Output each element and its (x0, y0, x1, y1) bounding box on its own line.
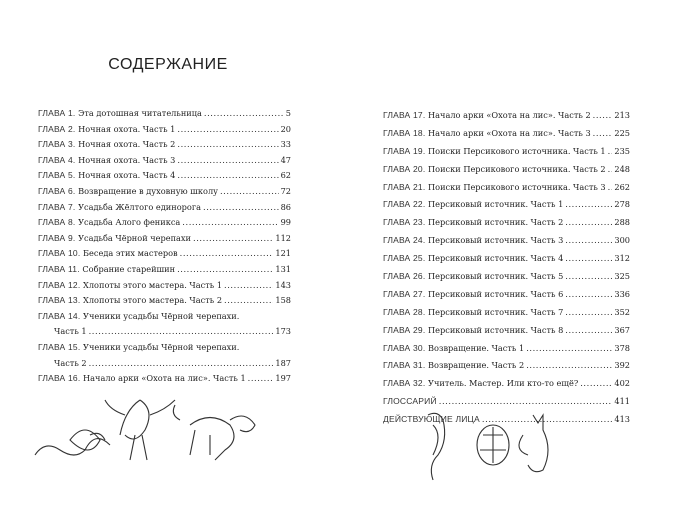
chapter-number: ГЛАВА 28. (383, 306, 426, 317)
chapter-number: ГЛАВА 12. (38, 279, 81, 290)
page-number: 197 (275, 373, 291, 384)
dot-leader (565, 232, 612, 250)
chapter-title: Ученики усадьбы Чёрной черепахи. (83, 341, 240, 352)
chapter-title: Хлопоты этого мастера. Часть 1 (83, 279, 223, 290)
dot-leader (565, 286, 612, 304)
chapter-title: Возвращение. Часть 2 (428, 360, 525, 371)
dot-leader (204, 106, 284, 122)
chapter-title: Ночная охота. Часть 3 (78, 154, 176, 165)
toc-entry (383, 268, 630, 286)
page-number: 312 (614, 253, 630, 264)
toc-entry (383, 340, 630, 358)
entry-title (383, 143, 606, 161)
page-number: 86 (280, 201, 291, 212)
dot-leader (248, 371, 274, 387)
page-number: 99 (280, 217, 291, 228)
page-title: СОДЕРЖАНИЕ (108, 56, 228, 73)
entry-title (38, 246, 178, 262)
entry-title (383, 125, 591, 143)
page-number: 112 (275, 232, 291, 243)
entry-title (383, 340, 524, 358)
chapter-number: ГЛАВА 3. (38, 139, 76, 150)
entry-title (38, 122, 175, 138)
page-number: 33 (280, 139, 291, 150)
dragon-phoenix-turtle-illustration (30, 395, 290, 475)
toc-entry (383, 375, 630, 393)
entry-title (383, 286, 563, 304)
page-number: 278 (614, 199, 630, 210)
entry-title (38, 278, 222, 294)
entry-title (38, 371, 246, 387)
chapter-title: Возвращение. Часть 1 (428, 342, 525, 353)
dot-leader (182, 215, 278, 231)
dot-leader (193, 231, 273, 247)
chapter-title: Поиски Персикового источника. Часть 1 (428, 145, 606, 156)
chapter-title: Ученики усадьбы Чёрной черепахи. (83, 310, 240, 321)
toc-entry (383, 161, 630, 179)
page-number: 411 (614, 396, 630, 407)
dot-leader (593, 125, 613, 143)
toc-entry (383, 357, 630, 375)
chapter-number: ГЛАВА 10. (38, 248, 81, 259)
toc-entry (383, 143, 630, 161)
chapter-title: Персиковый источник. Часть 2 (428, 217, 564, 228)
chapter-title: Персиковый источник. Часть 1 (428, 199, 564, 210)
entry-title (38, 184, 218, 200)
entry-title: Часть 1 (54, 326, 87, 337)
dot-leader (220, 184, 279, 200)
dot-leader (593, 107, 613, 125)
dot-leader (177, 153, 278, 169)
dot-leader (526, 340, 612, 358)
chapter-number: ГЛАВА 9. (38, 232, 76, 243)
page-number: 20 (280, 123, 291, 134)
chapter-title: Персиковый источник. Часть 4 (428, 253, 564, 264)
entry-title (38, 231, 191, 247)
entry-title (38, 293, 222, 309)
page-number: 402 (614, 378, 630, 389)
chapter-number: ГЛАВА 8. (38, 217, 76, 228)
toc-entry (38, 200, 291, 216)
entry-title (38, 200, 201, 216)
page-number: 225 (614, 127, 630, 138)
chapter-title: Персиковый источник. Часть 3 (428, 235, 564, 246)
entry-title (38, 340, 239, 356)
chapter-title: Поиски Персикового источника. Часть 3 (428, 181, 606, 192)
phoenix-icon (105, 400, 175, 460)
chapter-number: ГЛАВА 26. (383, 271, 426, 282)
toc-entry (383, 125, 630, 143)
toc-entry (38, 122, 291, 138)
chapter-number: ГЛАВА 22. (383, 199, 426, 210)
dot-leader (224, 293, 273, 309)
toc-entry (383, 107, 630, 125)
chapter-number: ГЛАВА 32. (383, 378, 426, 389)
toc-entry (38, 231, 291, 247)
chapter-title: Учитель. Мастер. Или кто-то ещё? (428, 378, 579, 389)
page-number: 367 (614, 324, 630, 335)
dot-leader (565, 196, 612, 214)
entry-title (383, 304, 563, 322)
chapter-title: Эта дотошная читательница (78, 108, 202, 118)
tiger-turtle-fox-illustration (418, 405, 568, 485)
toc-entry (383, 196, 630, 214)
toc-right-column (383, 107, 630, 429)
page-number: 213 (614, 110, 630, 120)
chapter-title: Поиски Персикового источника. Часть 2 (428, 163, 606, 174)
dot-leader (203, 200, 279, 216)
entry-title (383, 375, 578, 393)
dot-leader (89, 356, 274, 372)
chapter-number: ГЛАВА 30. (383, 342, 426, 353)
dot-leader (177, 122, 278, 138)
page-number: 143 (275, 279, 291, 290)
toc-entry (38, 324, 291, 340)
entry-title (38, 153, 175, 169)
toc-entry (38, 168, 291, 184)
chapter-title: Персиковый источник. Часть 8 (428, 324, 564, 335)
entry-title (38, 309, 239, 325)
entry-title (38, 106, 202, 122)
toc-entry (38, 309, 291, 325)
page-number: 187 (275, 357, 291, 368)
toc-entry (38, 293, 291, 309)
chapter-number: ГЛАВА 14. (38, 310, 81, 321)
fox-icon (519, 415, 548, 472)
entry-title (38, 137, 175, 153)
chapter-number: ГЛАВА 11. (38, 263, 80, 274)
entry-title (38, 215, 180, 231)
chapter-number: ГЛАВА 27. (383, 288, 426, 299)
entry-title (38, 168, 175, 184)
page-number: 72 (280, 185, 291, 196)
chapter-number: ГЛАВА 5. (38, 170, 76, 181)
chapter-number: ГЛАВА 18. (383, 127, 426, 138)
dot-leader (177, 262, 273, 278)
page-number: 352 (614, 306, 630, 317)
chapter-number: ГЛАВА 24. (383, 235, 426, 246)
chapter-number: ГЛАВА 4. (38, 154, 76, 165)
chapter-number: ГЛАВА 29. (383, 324, 426, 335)
chapter-title: Хлопоты этого мастера. Часть 2 (83, 295, 223, 306)
page-number: 248 (614, 163, 630, 174)
entry-title (383, 250, 563, 268)
toc-entry (383, 232, 630, 250)
chapter-number: ГЛАВА 21. (383, 181, 426, 192)
chapter-number: ГЛАВА 16. (38, 373, 81, 384)
toc-entry (38, 215, 291, 231)
dot-leader (526, 357, 612, 375)
chapter-title: Начало арки «Охота на лис». Часть 1 (83, 373, 246, 384)
entry-title (383, 196, 563, 214)
chapter-title: Ночная охота. Часть 2 (78, 139, 176, 150)
dot-leader (580, 375, 612, 393)
chapter-number: ГЛАВА 2. (38, 123, 76, 134)
chapter-number: ГЛАВА 6. (38, 185, 76, 196)
dot-leader (565, 304, 612, 322)
toc-entry (38, 153, 291, 169)
page-number: 413 (614, 414, 630, 425)
page-number: 288 (614, 217, 630, 228)
toc-entry (383, 322, 630, 340)
chapter-number: ГЛАВА 15. (38, 341, 81, 352)
chapter-title: Начало арки «Охота на лис». Часть 2 (428, 110, 591, 120)
page-number: 392 (614, 360, 630, 371)
entry-title (383, 322, 563, 340)
toc-entry (38, 278, 291, 294)
page-number: 235 (614, 145, 630, 156)
toc-entry (38, 106, 291, 122)
entry-title (383, 161, 606, 179)
dot-leader (180, 246, 274, 262)
toc-entry (38, 340, 291, 356)
page-number: 158 (275, 295, 291, 306)
chapter-title: Собрание старейшин (82, 263, 176, 274)
chapter-title: Ночная охота. Часть 4 (78, 170, 176, 181)
page-number: 300 (614, 235, 630, 246)
chapter-number: ГЛАВА 1. (38, 108, 76, 118)
chapter-title: Персиковый источник. Часть 5 (428, 271, 564, 282)
entry-title: Часть 2 (54, 357, 87, 368)
dot-leader (565, 322, 612, 340)
toc-entry (383, 179, 630, 197)
page-number: 262 (614, 181, 630, 192)
page-number: 131 (275, 263, 291, 274)
dot-leader (565, 214, 612, 232)
page-number: 5 (285, 108, 291, 118)
chapter-number: ГЛАВА 19. (383, 145, 426, 156)
chapter-number: ГЛАВА 13. (38, 295, 81, 306)
chapter-title: Усадьба Алого феникса (78, 217, 181, 228)
dot-leader (177, 168, 278, 184)
chapter-number: ДЕЙСТВУЮЩИЕ ЛИЦА (383, 414, 480, 425)
toc-entry (383, 214, 630, 232)
chapter-title: Усадьба Чёрной черепахи (78, 232, 192, 243)
dragon-icon (35, 439, 110, 455)
toc-left-column (38, 106, 291, 387)
page-number: 173 (275, 326, 291, 337)
page-number: 336 (614, 288, 630, 299)
dot-leader (608, 179, 613, 197)
toc-entry (383, 250, 630, 268)
page-number: 325 (614, 271, 630, 282)
chapter-number: ГЛОССАРИЙ (383, 396, 437, 407)
chapter-number: ГЛАВА 23. (383, 217, 426, 228)
chapter-title: Персиковый источник. Часть 7 (428, 306, 564, 317)
dot-leader (565, 250, 612, 268)
dot-leader (608, 161, 613, 179)
chapter-title: Ночная охота. Часть 1 (78, 123, 176, 134)
toc-entry (38, 137, 291, 153)
chapter-title: Беседа этих мастеров (83, 248, 178, 259)
chapter-title: Персиковый источник. Часть 6 (428, 288, 564, 299)
beast-icon (173, 405, 255, 460)
chapter-number: ГЛАВА 25. (383, 253, 426, 264)
toc-entry (38, 184, 291, 200)
toc-entry (38, 246, 291, 262)
chapter-title: Усадьба Жёлтого единорога (78, 201, 201, 212)
chapter-number: ГЛАВА 7. (38, 201, 76, 212)
entry-title (383, 357, 524, 375)
entry-title (38, 262, 175, 278)
page-number: 62 (280, 170, 291, 181)
dot-leader (89, 324, 274, 340)
chapter-number: ГЛАВА 17. (383, 110, 426, 120)
dot-leader (565, 268, 612, 286)
entry-title (383, 268, 563, 286)
entry-title (383, 107, 591, 125)
chapter-title: Начало арки «Охота на лис». Часть 3 (428, 127, 591, 138)
chapter-number: ГЛАВА 20. (383, 163, 426, 174)
page-number: 121 (275, 248, 291, 259)
dot-leader (608, 143, 613, 161)
page-number: 47 (280, 154, 291, 165)
dot-leader (224, 278, 273, 294)
page-number: 378 (614, 342, 630, 353)
entry-title (383, 214, 563, 232)
chapter-number: ГЛАВА 31. (383, 360, 426, 371)
chapter-title: Возвращение в духовную школу (78, 185, 218, 196)
dot-leader (177, 137, 278, 153)
toc-entry (383, 304, 630, 322)
entry-title (383, 232, 563, 250)
toc-entry (38, 356, 291, 372)
toc-entry (383, 286, 630, 304)
entry-title (383, 179, 606, 197)
tiger-icon (428, 413, 445, 480)
toc-entry (38, 371, 291, 387)
toc-entry (38, 262, 291, 278)
